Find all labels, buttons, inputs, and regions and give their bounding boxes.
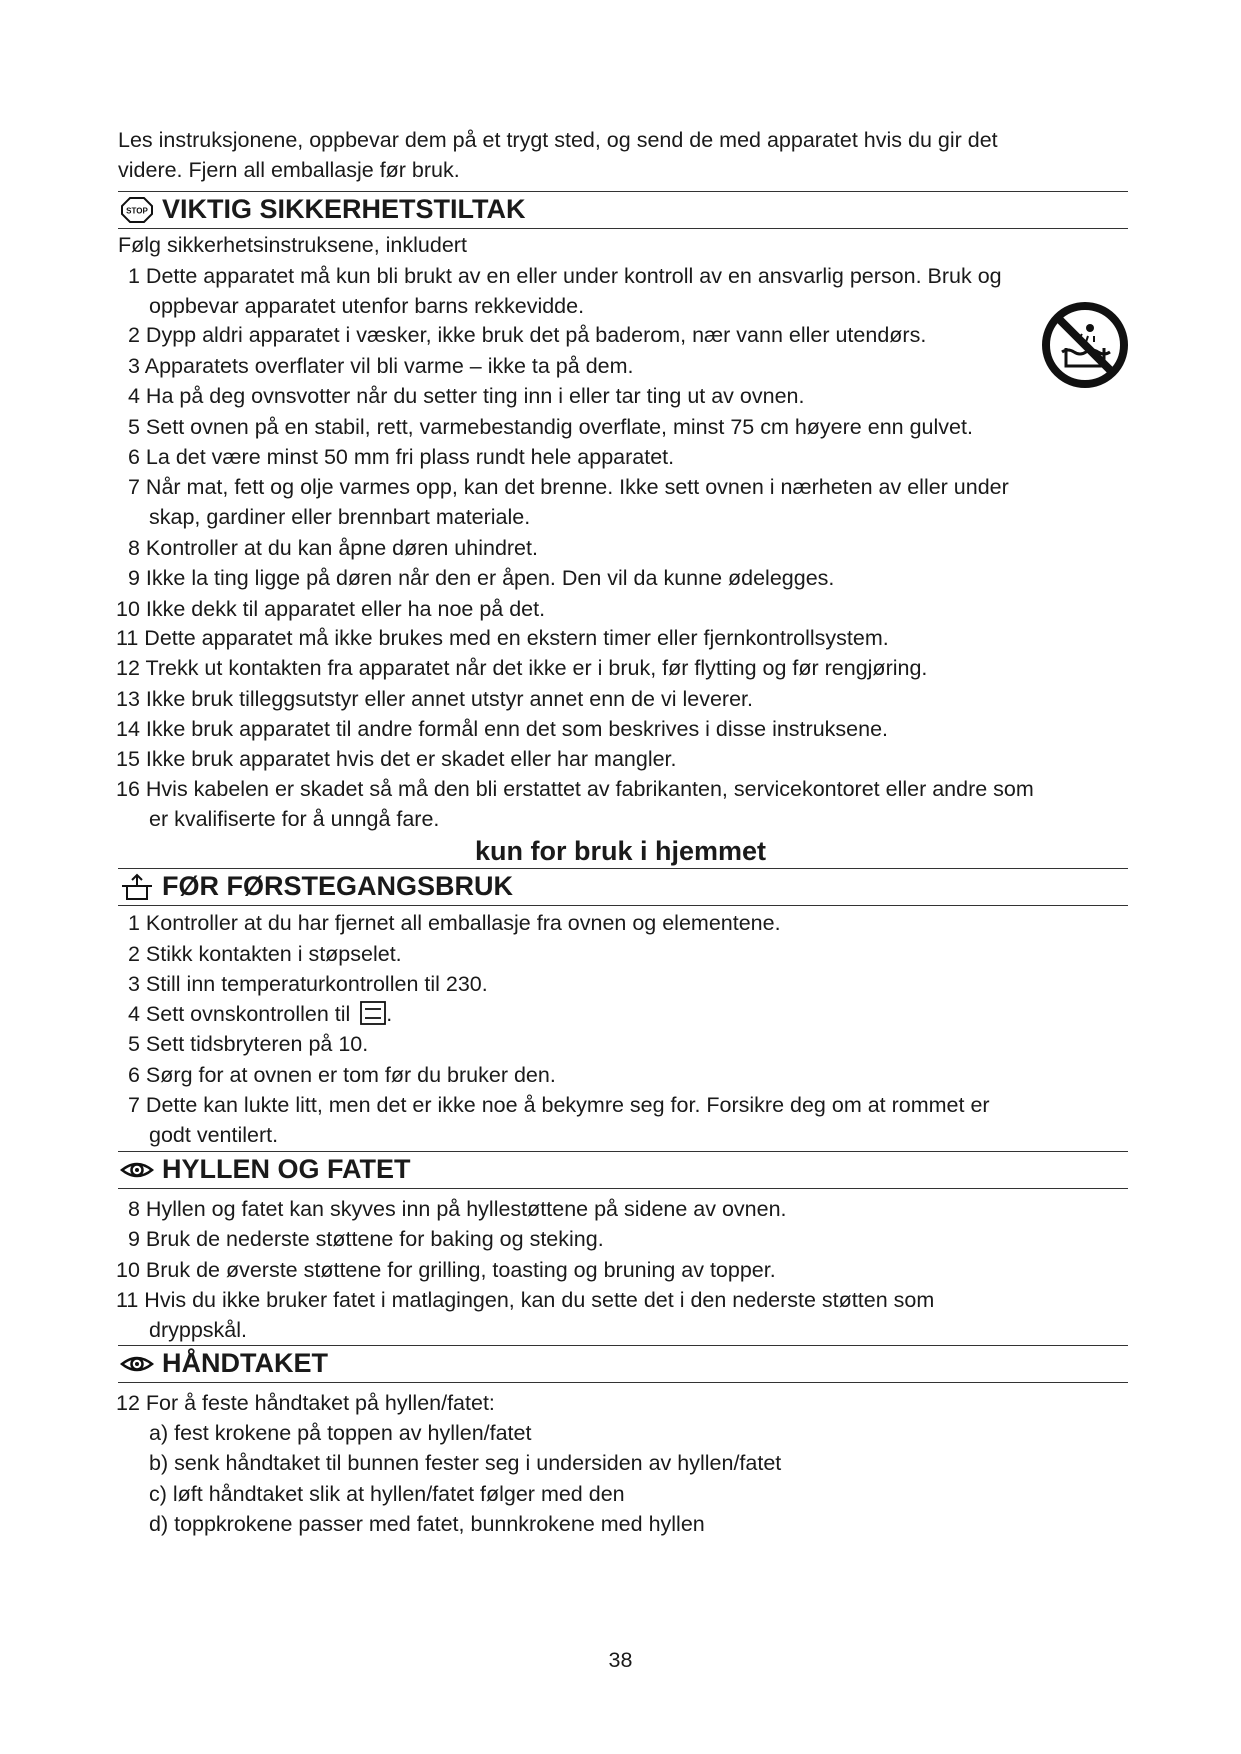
first-use-line: 7 Dette kan lukte litt, men det er ikke noe å bekymre seg for. Forsikre deg om at rommet er [128, 1093, 990, 1117]
stop-icon [120, 196, 154, 224]
handle-line: a) fest krokene på toppen av hyllen/fatet [149, 1421, 532, 1445]
handle-line: b) senk håndtaket til bunnen fester seg i undersiden av hyllen/fatet [149, 1451, 782, 1475]
safety-line: 9 Ikke la ting ligge på døren når den er åpen. Den vil da kunne ødelegges. [128, 566, 835, 590]
first-use-line: 1 Kontroller at du har fjernet all emballasje fra ovnen og elementene. [128, 911, 781, 935]
safety-line: oppbevar apparatet utenfor barns rekkevidde. [149, 294, 585, 318]
safety-line: 8 Kontroller at du kan åpne døren uhindret. [128, 536, 538, 560]
handle-heading [118, 1345, 1128, 1383]
unpack-box-icon [120, 873, 154, 901]
no-water-icon [1040, 300, 1130, 390]
safety-line: 10 Ikke dekk til apparatet eller ha noe på det. [116, 597, 546, 621]
first-use-line: godt ventilert. [149, 1123, 279, 1147]
safety-line: 15 Ikke bruk apparatet hvis det er skadet eller har mangler. [116, 747, 677, 771]
first-use-line: 2 Stikk kontakten i støpselet. [128, 942, 402, 966]
first-use-line-end: . [386, 1002, 393, 1026]
shelf-line: 11 Hvis du ikke bruker fatet i matlagingen, kan du sette det i den nederste støtten som [116, 1288, 935, 1312]
shelf-line: 8 Hyllen og fatet kan skyves inn på hyllestøttene på sidene av ovnen. [128, 1197, 787, 1221]
safety-line: 4 Ha på deg ovnsvotter når du setter ting inn i eller tar ting ut av ovnen. [128, 384, 805, 408]
safety-line: 7 Når mat, fett og olje varmes opp, kan det brenne. Ikke sett ovnen i nærheten av eller under [128, 475, 1009, 499]
home-use-title: kun for bruk i hjemmet [474, 836, 767, 866]
safety-line: skap, gardiner eller brennbart materiale. [149, 505, 531, 529]
eye-icon [120, 1156, 154, 1184]
handle-line: d) toppkrokene passer med fatet, bunnkrokene med hyllen [149, 1512, 705, 1536]
handle-line: c) løft håndtaket slik at hyllen/fatet følger med den [149, 1482, 625, 1506]
shelf-line: 9 Bruk de nederste støttene for baking og steking. [128, 1227, 604, 1251]
first-use-title: FØR FØRSTEGANGSBRUK [162, 871, 513, 901]
first-use-heading [118, 868, 1128, 906]
intro-line-2: videre. Fjern all emballasje før bruk. [118, 158, 460, 182]
first-use-line: 3 Still inn temperaturkontrollen til 230. [128, 972, 488, 996]
safety-line: 2 Dypp aldri apparatet i væsker, ikke bruk det på baderom, nær vann eller utendørs. [128, 323, 927, 347]
handle-line: 12 For å feste håndtaket på hyllen/fatet: [116, 1391, 495, 1415]
safety-line: 5 Sett ovnen på en stabil, rett, varmebestandig overflate, minst 75 cm høyere enn gulvet. [128, 415, 973, 439]
safety-line: 1 Dette apparatet må kun bli brukt av en eller under kontroll av en ansvarlig person. Bruk og [128, 264, 1002, 288]
stop-icon-label: STOP [126, 206, 148, 216]
safety-line: 11 Dette apparatet må ikke brukes med en ekstern timer eller fjernkontrollsystem. [116, 626, 889, 650]
safety-line: 3 Apparatets overflater vil bli varme – ikke ta på dem. [128, 354, 634, 378]
first-use-line [128, 999, 392, 1033]
safety-line: er kvalifiserte for å unngå fare. [149, 807, 440, 831]
safety-line: 6 La det være minst 50 mm fri plass rundt hele apparatet. [128, 445, 675, 469]
safety-line: 14 Ikke bruk apparatet til andre formål enn det som beskrives i disse instruksene. [116, 717, 888, 741]
page-number: 38 [608, 1648, 633, 1672]
shelf-line: dryppskål. [149, 1318, 247, 1342]
intro-line-1: Les instruksjonene, oppbevar dem på et trygt sted, og send de med apparatet hvis du gir det [118, 128, 998, 152]
first-use-line: 5 Sett tidsbryteren på 10. [128, 1032, 369, 1056]
safety-line: 13 Ikke bruk tilleggsutstyr eller annet utstyr annet enn de vi leverer. [116, 687, 753, 711]
safety-line: 16 Hvis kabelen er skadet så må den bli erstattet av fabrikanten, servicekontoret eller andre som [116, 777, 1034, 801]
handle-title: HÅNDTAKET [162, 1348, 328, 1378]
first-use-line: 6 Sørg for at ovnen er tom før du bruker den. [128, 1063, 556, 1087]
shelf-line: 10 Bruk de øverste støttene for grilling, toasting og bruning av topper. [116, 1258, 776, 1282]
shelf-heading [118, 1151, 1128, 1189]
first-use-line-text: 4 Sett ovnskontrollen til [128, 1002, 351, 1026]
eye-icon [120, 1350, 154, 1378]
safety-title: VIKTIG SIKKERHETSTILTAK [162, 194, 526, 224]
shelf-title: HYLLEN OG FATET [162, 1154, 411, 1184]
safety-line: 12 Trekk ut kontakten fra apparatet når det ikke er i bruk, før flytting og før rengjøring. [116, 656, 928, 680]
safety-heading [118, 191, 1128, 229]
safety-subtitle: Følg sikkerhetsinstruksene, inkludert [118, 233, 467, 257]
